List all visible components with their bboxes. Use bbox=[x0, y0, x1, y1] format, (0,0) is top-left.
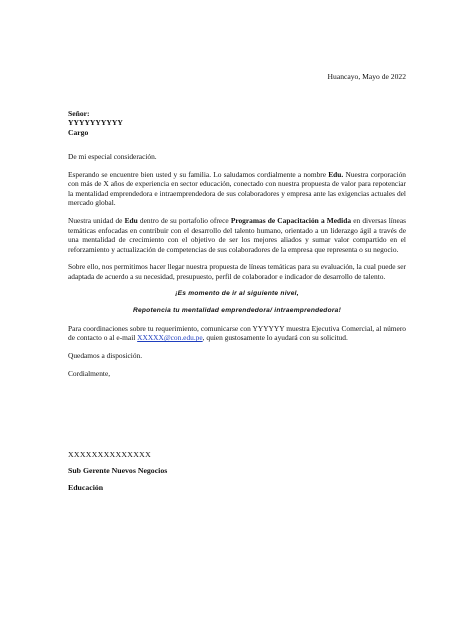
paragraph-offer bbox=[68, 216, 406, 254]
paragraph-contact-a: Para coordinaciones sobre tu requerimiento, comunicarse con YYYYYY muestra Ejecutiva Comercial, al número de contacto o al e-mail bbox=[68, 323, 406, 343]
signature-title: Sub Gerente Nuevos Negocios bbox=[68, 465, 168, 475]
program-name: Programas de Capacitación a Medida bbox=[230, 215, 352, 225]
signature-name: XXXXXXXXXXXXXX bbox=[68, 450, 152, 459]
paragraph-intro bbox=[68, 170, 406, 208]
paragraph-offer-b: dentro de su portafolio ofrece bbox=[137, 215, 231, 225]
recipient-name: YYYYYYYYYY bbox=[68, 118, 123, 128]
quote-line-2: Repotencia tu mentalidad emprendedora/ intraemprendedora! bbox=[132, 307, 342, 315]
greeting: De mi especial consideración. bbox=[68, 152, 157, 161]
brand-name: Edu. bbox=[328, 169, 344, 179]
quote-line-1: ¡Es momento de ir al siguiente nivel, bbox=[175, 289, 299, 297]
paragraph-offer-a: Nuestra unidad de bbox=[68, 215, 125, 225]
closing-line-1: Quedamos a disposición. bbox=[68, 350, 143, 360]
paragraph-contact-b: , quien gustosamente lo ayudará con su solicitud. bbox=[202, 333, 348, 343]
recipient-position: Cargo bbox=[68, 127, 89, 137]
brand-name-2: Edu bbox=[124, 215, 138, 225]
paragraph-contact bbox=[68, 324, 406, 343]
signature-block bbox=[68, 450, 167, 493]
paragraph-intro-rest: Nuestra corporación con más de X años de experiencia en sector educación, conectado con nuestra propuesta de valor para repotenciar la mentalidad emprendedora e intraemprendedora de sus colaboradores y empresa ante las exigencias actuales del mercado global. bbox=[68, 169, 406, 208]
signature-org: Educación bbox=[68, 483, 104, 493]
paragraph-offer-c: en diversas líneas temáticas enfocadas en contribuir con el desarrollo del talento humano, orientado a un liderazgo ágil a través de una mentalidad de crecimiento con el objetivo de ser los mejores aliados y sumar valor compartido en el reforzamiento y actualización de competencias de sus colaboradores de la empresa que representa o su negocio. bbox=[68, 215, 406, 254]
paragraph-proposal: Sobre ello, nos permitimos hacer llegar nuestra propuesta de líneas temáticas para su evaluación, la cual puede ser adaptada de acuerdo a su necesidad, presupuesto, perfil de colaborador e indicador de desarrollo de talento. bbox=[68, 262, 406, 281]
recipient-salutation: Señor: bbox=[68, 109, 90, 118]
closing-line-2: Cordialmente, bbox=[68, 368, 111, 378]
letter-body bbox=[68, 152, 406, 386]
letter-date: Huancayo, Mayo de 2022 bbox=[327, 72, 406, 81]
email-link[interactable]: XXXXX@con.edu.pe bbox=[137, 333, 203, 343]
paragraph-intro-text: Esperando se encuentre bien usted y su familia. Lo saludamos cordialmente a nombre bbox=[68, 169, 329, 179]
recipient-block bbox=[68, 109, 123, 137]
